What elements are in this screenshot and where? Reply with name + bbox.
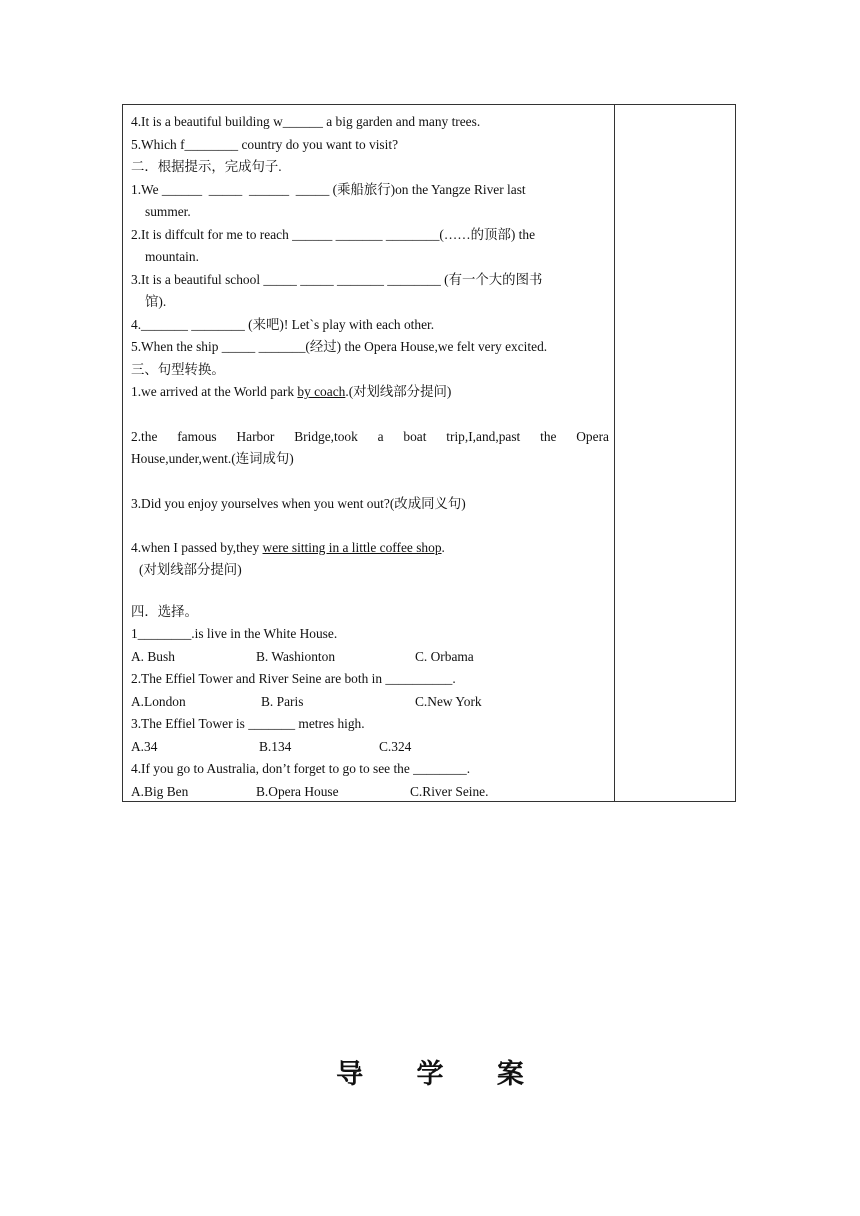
part1-q4: 4.It is a beautiful building w______ a big garden and many trees.	[131, 114, 481, 129]
section2-q3-cont: 馆).	[145, 294, 167, 309]
section4-q4: 4.If you go to Australia, don’t forget to go to see the ________.	[131, 761, 471, 776]
section4-q1: 1________.is live in the White House.	[131, 626, 338, 641]
section3-q1-underlined: by coach	[297, 384, 346, 399]
section2-q5: 5.When the ship _____ _______(经过) the Opera House,we felt very excited.	[131, 339, 548, 354]
page-title	[0, 1052, 860, 1091]
section2-q2-cont: mountain.	[145, 249, 199, 264]
section3-q1-note: .(对划线部分提问)	[345, 384, 452, 399]
part1-q5: 5.Which f________ country do you want to visit?	[131, 136, 399, 152]
section4-q2: 2.The Effiel Tower and River Seine are both in __________.	[131, 671, 456, 686]
section4-heading: 四．选择。	[131, 603, 198, 619]
option-b: B.134	[259, 738, 292, 754]
title-char: 学	[416, 1059, 444, 1090]
title-char: 导	[336, 1059, 364, 1090]
section4-q3: 3.The Effiel Tower is _______ metres high.	[131, 716, 365, 731]
section3-q1	[131, 381, 609, 404]
section2-q4: 4._______ ________ (来吧)! Let`s play with each other.	[131, 316, 435, 332]
section3-q4-period: .	[441, 540, 445, 555]
option-a: A. Bush	[131, 648, 175, 664]
section3-q1-text: 1.we arrived at the World park	[131, 384, 298, 399]
option-c: C.River Seine.	[410, 783, 489, 799]
section4-q3-options	[131, 736, 609, 759]
section3-q2-word: a	[377, 428, 384, 444]
section3-q4	[131, 537, 609, 560]
section3-q2-word: famous	[177, 428, 217, 444]
worksheet-table	[122, 104, 736, 802]
section3-q2-cont: House,under,went.(连词成句)	[131, 451, 294, 466]
section3-q4-underlined: were sitting in a little coffee shop	[262, 540, 442, 555]
section3-q3: 3.Did you enjoy yourselves when you went out?(改成同义句)	[131, 495, 466, 511]
section3-q4-note: (对划线部分提问)	[139, 561, 242, 577]
option-a: A.34	[131, 738, 158, 754]
option-a: A.Big Ben	[131, 783, 189, 799]
section4-q4-options	[131, 781, 609, 804]
section2-q1: 1.We ______ _____ ______ _____ (乘船旅行)on the Yangze River last	[131, 181, 526, 197]
section4-q1-options	[131, 646, 609, 669]
option-a: A.London	[131, 693, 186, 709]
section3-q2-word: the	[540, 428, 557, 444]
section2-q2: 2.It is diffcult for me to reach ______ _______ ________(……的顶部) the	[131, 226, 536, 242]
section3-q2-word: trip,I,and,past	[446, 428, 521, 444]
section2-q3: 3.It is a beautiful school _____ _____ _______ ________ (有一个大的图书	[131, 271, 543, 287]
title-char: 案	[496, 1059, 524, 1090]
option-c: C.New York	[415, 693, 482, 709]
section3-heading: 三、句型转换。	[131, 361, 225, 377]
option-b: B. Washionton	[256, 648, 336, 664]
option-c: C.324	[379, 738, 412, 754]
column-divider	[614, 105, 615, 801]
option-c: C. Orbama	[415, 648, 474, 664]
section4-q2-options	[131, 691, 609, 714]
section3-q2-word: 2.the	[131, 428, 158, 444]
section3-q2-word: Harbor	[236, 428, 275, 444]
exercise-content	[131, 111, 609, 803]
section3-q2-word: Opera	[576, 428, 609, 444]
section3-q2	[131, 426, 609, 449]
section3-q4-text: 4.when I passed by,they	[131, 540, 263, 555]
section2-heading: 二．根据提示，完成句子.	[131, 159, 282, 174]
section3-q2-word: Bridge,took	[294, 428, 358, 444]
section3-q2-word: boat	[403, 428, 427, 444]
section2-q1-cont: summer.	[145, 204, 191, 219]
option-b: B. Paris	[261, 693, 304, 709]
option-b: B.Opera House	[256, 783, 339, 799]
